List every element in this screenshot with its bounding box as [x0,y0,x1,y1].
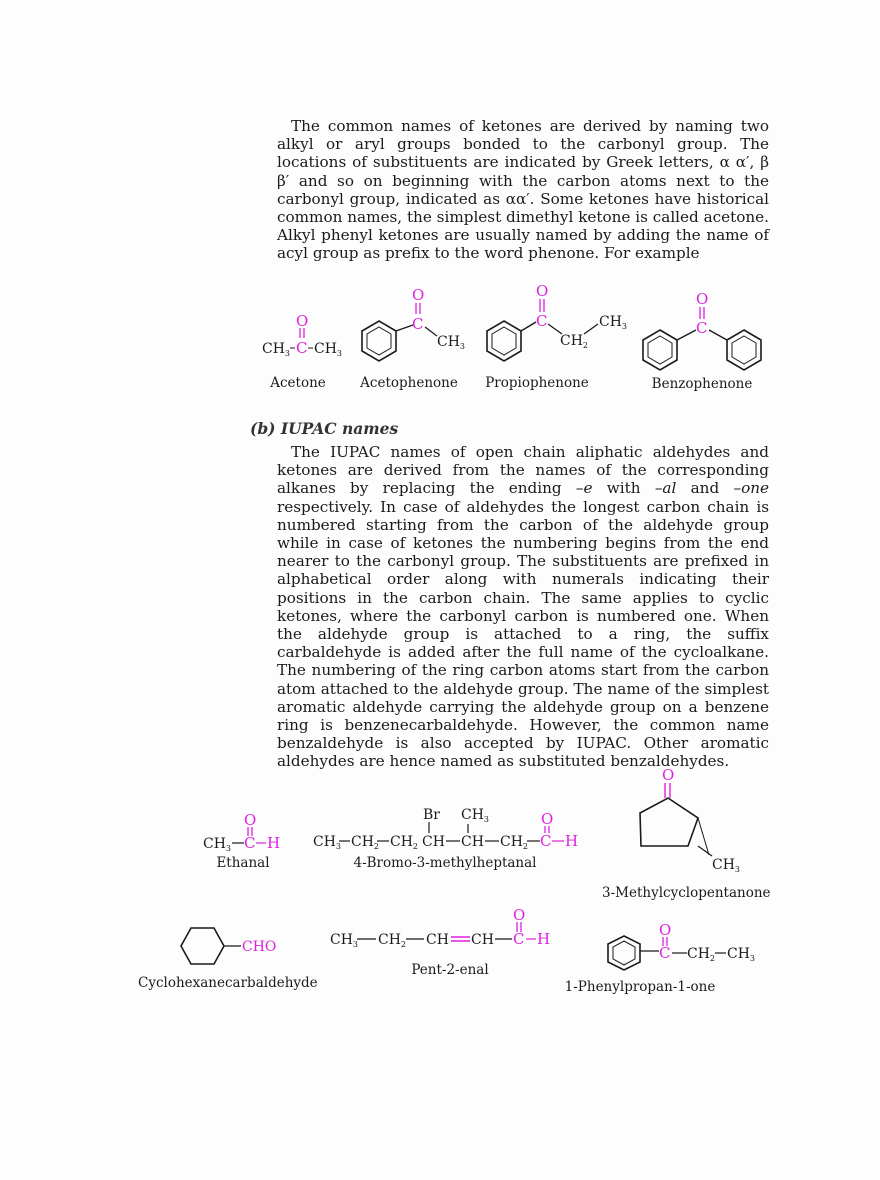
svg-text:C: C [244,834,256,852]
section-heading: (b) IUPAC names [250,419,399,438]
svg-text:O: O [696,290,709,308]
ethanal-label: Ethanal [216,855,270,871]
svg-text:C: C [513,930,525,948]
svg-text:C: C [536,312,548,330]
iupac-paragraph: The IUPAC names of open chain aliphatic aldehydes and ketones are derived from the names of the corresponding alkanes by replacing the ending –e with –al and –one respectively. In case of aldehydes the longest carbon chain is numbered starting from the carbon of the aldehyde group while in case of ketones the numbering begins from the end nearer to the carbonyl group. The substituents are prefixed in alphabetical order along with numerals indicating their positions in the carbon chain. The same applies to cyclic ketones, where the carbonyl carbon is numbered one. When the aldehyde group is attached to a ring, the suffix carbaldehyde is added after the full name of the cycloalkane. The numbering of the ring carbon atoms start from the carbon atom attached to the aldehyde group. The name of the simplest aromatic aldehyde carrying the aldehyde group on a benzene ring is benzenecarbaldehyde. However, the common name benzaldehyde is also accepted by IUPAC. Other aromatic aldehydes are hence named as substituted benzaldehydes. [277,443,769,771]
acetone-structure [260,310,350,370]
intro-paragraph: The common names of ketones are derived by naming two alkyl or aryl groups bonded to the carbonyl group. The locations of substituents are indicated by Greek letters, α α′, β β′ and so on beginning with the carbon atoms next to the carbonyl group, indicated as αα′. Some ketones have historical common names, the simplest dimethyl ketone is called acetone. Alkyl phenyl ketones are usually named by adding the name of acyl group as prefix to the word phenone. For example [277,117,769,263]
svg-text:O: O [244,811,257,829]
svg-text:O: O [412,286,425,304]
svg-text:CHO: CHO [242,939,277,955]
propiophenone-structure [480,282,630,372]
benzophenone-structure [636,290,776,380]
svg-text:CH2 CH3: $CH_2$ $CH_3$ [687,946,756,963]
svg-text:CH3: $CH_3$ [437,334,466,351]
ethanal-structure [203,810,283,855]
svg-text:CH3: $CH_3$ [314,341,343,358]
phenylpropanone-structure [603,920,773,975]
svg-text:CH3: $CH_3$ [203,836,232,853]
svg-text:O: O [536,282,549,300]
svg-text:C: C [412,315,424,333]
phenylpropanone-label: 1-Phenylpropan-1-one [564,979,716,995]
cyclohexanecarbaldehyde-structure [180,925,290,970]
pent-2-enal-structure [330,905,560,950]
svg-text:CH2: $CH_2$ [560,333,589,350]
svg-text:CH3: $CH_3$ [712,857,741,874]
bromo-methylheptanal-label: 4-Bromo-3-methylheptanal [353,855,537,871]
svg-text:H: H [565,832,579,850]
svg-text:C: C [659,944,671,962]
svg-text:O: O [659,921,672,939]
svg-text:H: H [537,930,551,948]
svg-text:CH3 CH2 CH CH: $CH_3$ $CH_2$ CH CH [330,932,494,949]
acetone-label: Acetone [270,375,326,391]
pent-2-enal-label: Pent-2-enal [411,962,489,978]
acetophenone-label: Acetophenone [360,375,458,391]
svg-text:O: O [513,906,526,924]
svg-text:O: O [662,766,675,784]
svg-text:CH3 CH2 CH2 CH: $CH_3$ $CH_2$ $CH_2$ CH CH $CH_2$ [313,834,529,851]
svg-text:CH3: $CH_3$ [599,314,628,331]
svg-text:O: O [541,810,554,828]
bromo-methylheptanal-structure [313,802,593,857]
methylcyclopentanone-structure [636,765,766,875]
methylcyclopentanone-label: 3-Methylcyclopentanone [602,885,771,901]
benzophenone-label: Benzophenone [651,376,753,392]
svg-text:CH3: $CH_3$ [461,807,490,824]
acetone-carbonyl-carbon: C [296,339,308,357]
cyclohexanecarbaldehyde-label: Cyclohexanecarbaldehyde [138,975,318,991]
svg-text:H: H [267,834,281,852]
svg-text:C: C [540,832,552,850]
svg-text:Br: Br [423,807,440,823]
acetone-oxygen: O [296,312,309,330]
svg-text:C: C [696,319,708,337]
svg-text:CH3: $CH_3$ [262,341,291,358]
propiophenone-label: Propiophenone [485,375,589,391]
acetophenone-structure [355,285,475,375]
